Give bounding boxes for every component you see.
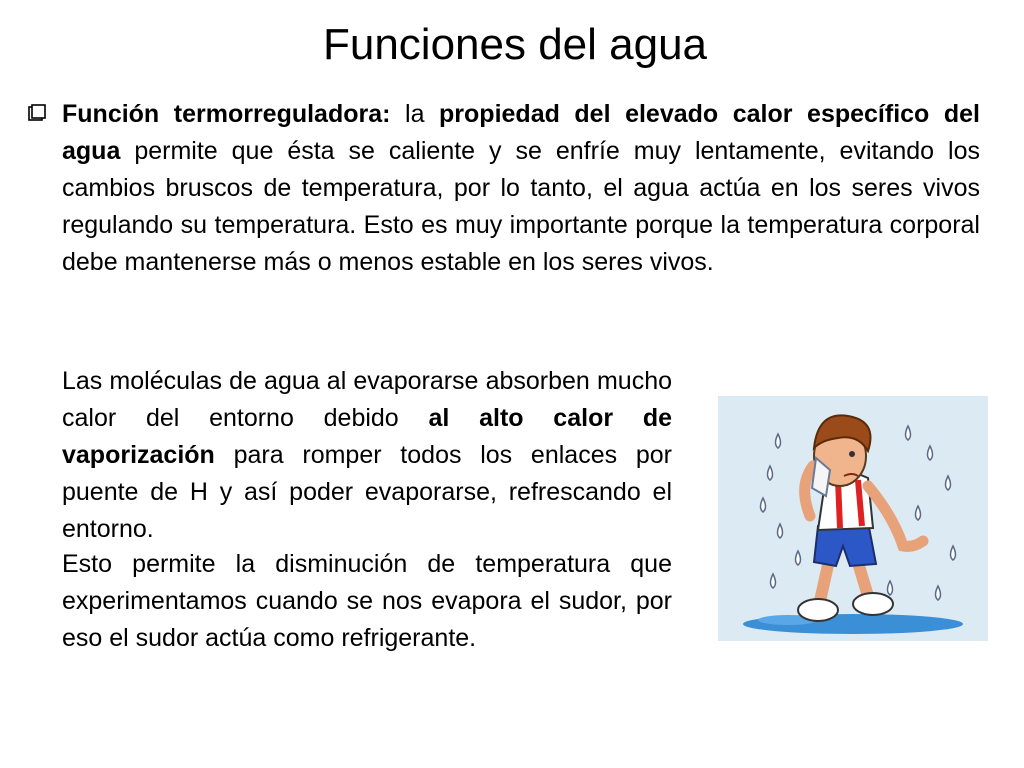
evaporation-paragraph	[62, 363, 672, 548]
hollow-square-bullet-icon	[28, 104, 46, 122]
p1-text-1: la	[390, 100, 440, 128]
p2-text-2: para romper todos los enlaces por puente de H y así poder evaporarse, refrescando el entorno.	[62, 441, 672, 543]
thermoregulation-paragraph	[62, 96, 980, 281]
p2-text-1: Las moléculas de agua al evaporarse absorben mucho calor del entorno debido	[62, 367, 672, 432]
vaporization-heat-term: al alto calor de vaporización	[62, 404, 673, 469]
sweating-runner-cartoon-icon	[718, 396, 988, 641]
specific-heat-term: propiedad del elevado calor específico del agua	[62, 100, 980, 165]
lead-term: Función termorreguladora:	[62, 100, 391, 128]
slide-title: Funciones del agua	[322, 20, 708, 69]
p1-text-2: permite que ésta se caliente y se enfríe muy lentamente, evitando los cambios bruscos de temperatura, por lo tanto, el agua actúa en los seres vivos regulando su temperatura. Esto es muy importante porque la temperatura corporal debe mantenerse más o menos estable en los seres vivos.	[62, 137, 980, 276]
sweat-cooling-paragraph: Esto permite la disminución de temperatura que experimentamos cuando se nos evapora el sudor, por eso el sudor actúa como refrigerante.	[62, 550, 672, 652]
